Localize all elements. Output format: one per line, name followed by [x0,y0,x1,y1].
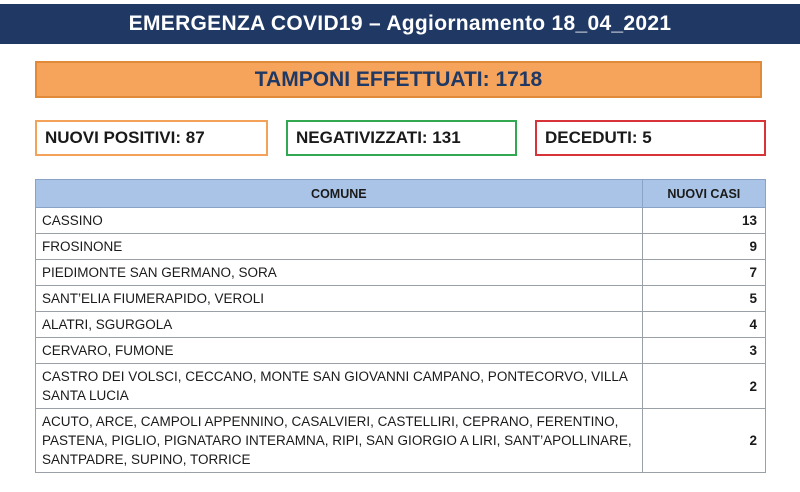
casi-cell: 3 [642,338,765,364]
table-row [36,409,766,473]
comune-cell: CASSINO [36,208,643,234]
table-row [36,234,766,260]
nuovi-positivi-box: NUOVI POSITIVI: 87 [35,120,268,156]
comune-cell: ACUTO, ARCE, CAMPOLI APPENNINO, CASALVIERI, CASTELLIRI, CEPRANO, FERENTINO, PASTENA, PIGLIO, PIGNATARO INTERAMNA, RIPI, SAN GIORGIO A LIRI, SANT’APOLLINARE, SANTPADRE, SUPINO, TORRICE [36,409,643,473]
column-header-nuovi-casi: NUOVI CASI [642,180,765,208]
comune-cell: ALATRI, SGURGOLA [36,312,643,338]
casi-cell: 4 [642,312,765,338]
comune-cell: CERVARO, FUMONE [36,338,643,364]
table-row [36,208,766,234]
casi-cell: 2 [642,409,765,473]
table-row [36,312,766,338]
table-row [36,260,766,286]
comune-cell: FROSINONE [36,234,643,260]
table-header-row [36,180,766,208]
casi-cell: 9 [642,234,765,260]
table-row [36,338,766,364]
casi-cell: 7 [642,260,765,286]
casi-cell: 13 [642,208,765,234]
comune-cell: CASTRO DEI VOLSCI, CECCANO, MONTE SAN GIOVANNI CAMPANO, PONTECORVO, VILLA SANTA LUCIA [36,364,643,409]
column-header-comune: COMUNE [36,180,643,208]
comune-cell: SANT’ELIA FIUMERAPIDO, VEROLI [36,286,643,312]
deceduti-box: DECEDUTI: 5 [535,120,766,156]
table-row [36,286,766,312]
tamponi-banner: TAMPONI EFFETTUATI: 1718 [35,61,762,98]
page-title: EMERGENZA COVID19 – Aggiornamento 18_04_2021 [0,4,800,44]
comuni-table [35,179,766,473]
table-row [36,364,766,409]
comune-cell: PIEDIMONTE SAN GERMANO, SORA [36,260,643,286]
casi-cell: 2 [642,364,765,409]
negativizzati-box: NEGATIVIZZATI: 131 [286,120,517,156]
casi-cell: 5 [642,286,765,312]
